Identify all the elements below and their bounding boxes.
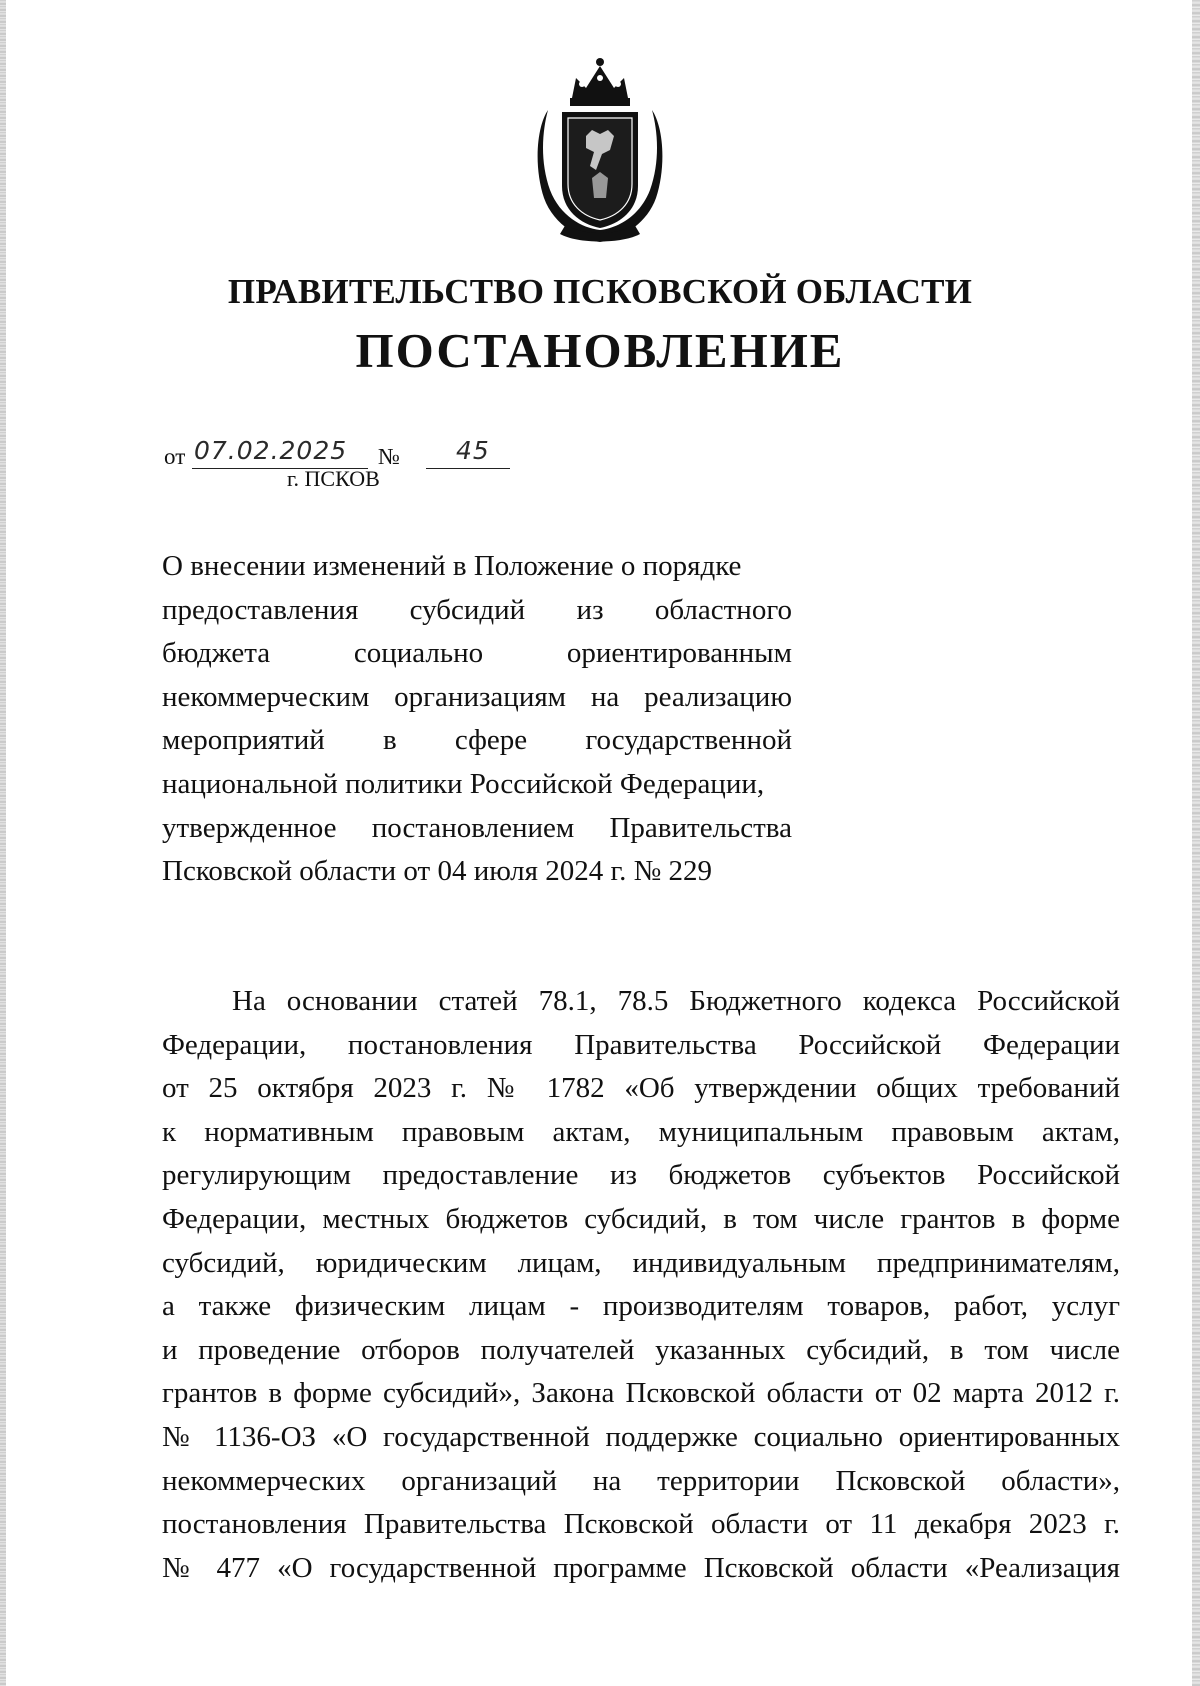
subject-line: утвержденное постановлением Правительства [162,811,792,844]
subject-line: О внесении изменений в Положение о порядке [162,550,742,582]
body-line: Федерации, местных бюджетов субсидий, в том числе грантов в форме [162,1202,1120,1235]
body-line: № 1136-ОЗ «О государственной поддержке социально ориентированных [162,1420,1120,1453]
subject-line: мероприятий в сфере государственной [162,724,792,757]
coat-of-arms-emblem [530,58,670,244]
document-type-title: ПОСТАНОВЛЕНИЕ [355,323,845,378]
subject-line: Псковской области от 04 июля 2024 г. № 229 [162,855,713,888]
date-prefix: от [164,444,186,469]
body-line: от 25 октября 2023 г. № 1782 «Об утверждении общих требований [162,1072,1120,1105]
document-subject [162,545,792,894]
subject-line: национальной политики Российской Федерации, [162,767,765,800]
number-prefix: № [378,444,400,469]
body-line: регулирующим предоставление из бюджетов субъектов Российской [162,1159,1120,1192]
body-line: некоммерческих организаций на территории Псковской области», [162,1464,1120,1497]
body-line: постановления Правительства Псковской области от 11 декабря 2023 г. [162,1508,1120,1541]
government-title: ПРАВИТЕЛЬСТВО ПСКОВСКОЙ ОБЛАСТИ [227,272,973,311]
subject-line: бюджета социально ориентированным [162,637,792,670]
body-line: к нормативным правовым актам, муниципальным правовым актам, [162,1115,1120,1148]
body-line: субсидий, юридическим лицам, индивидуальным предпринимателям, [162,1246,1120,1279]
body-line: № 477 «О государственной программе Псковской области «Реализация [162,1551,1120,1584]
number-underline [426,468,510,469]
document-body [162,980,1120,1590]
scan-edge-right [1192,0,1200,1686]
body-line: грантов в форме субсидий», Закона Псковской области от 02 марта 2012 г. [162,1377,1120,1410]
body-line: На основании статей 78.1, 78.5 Бюджетного кодекса Российской [232,985,1120,1017]
body-line: а также физическим лицам - производителям товаров, работ, услуг [162,1290,1120,1323]
body-line: Федерации, постановления Правительства Российской Федерации [162,1028,1120,1061]
subject-line: предоставления субсидий из областного [162,593,792,626]
scan-edge-left [0,0,6,1686]
city-name: г. ПСКОВ [287,466,380,491]
registration-date: 07.02.2025 [194,436,348,465]
registration-number: 45 [456,436,490,465]
subject-line: некоммерческим организациям на реализацию [162,680,792,713]
body-line: и проведение отборов получателей указанных субсидий, в том числе [162,1333,1120,1366]
